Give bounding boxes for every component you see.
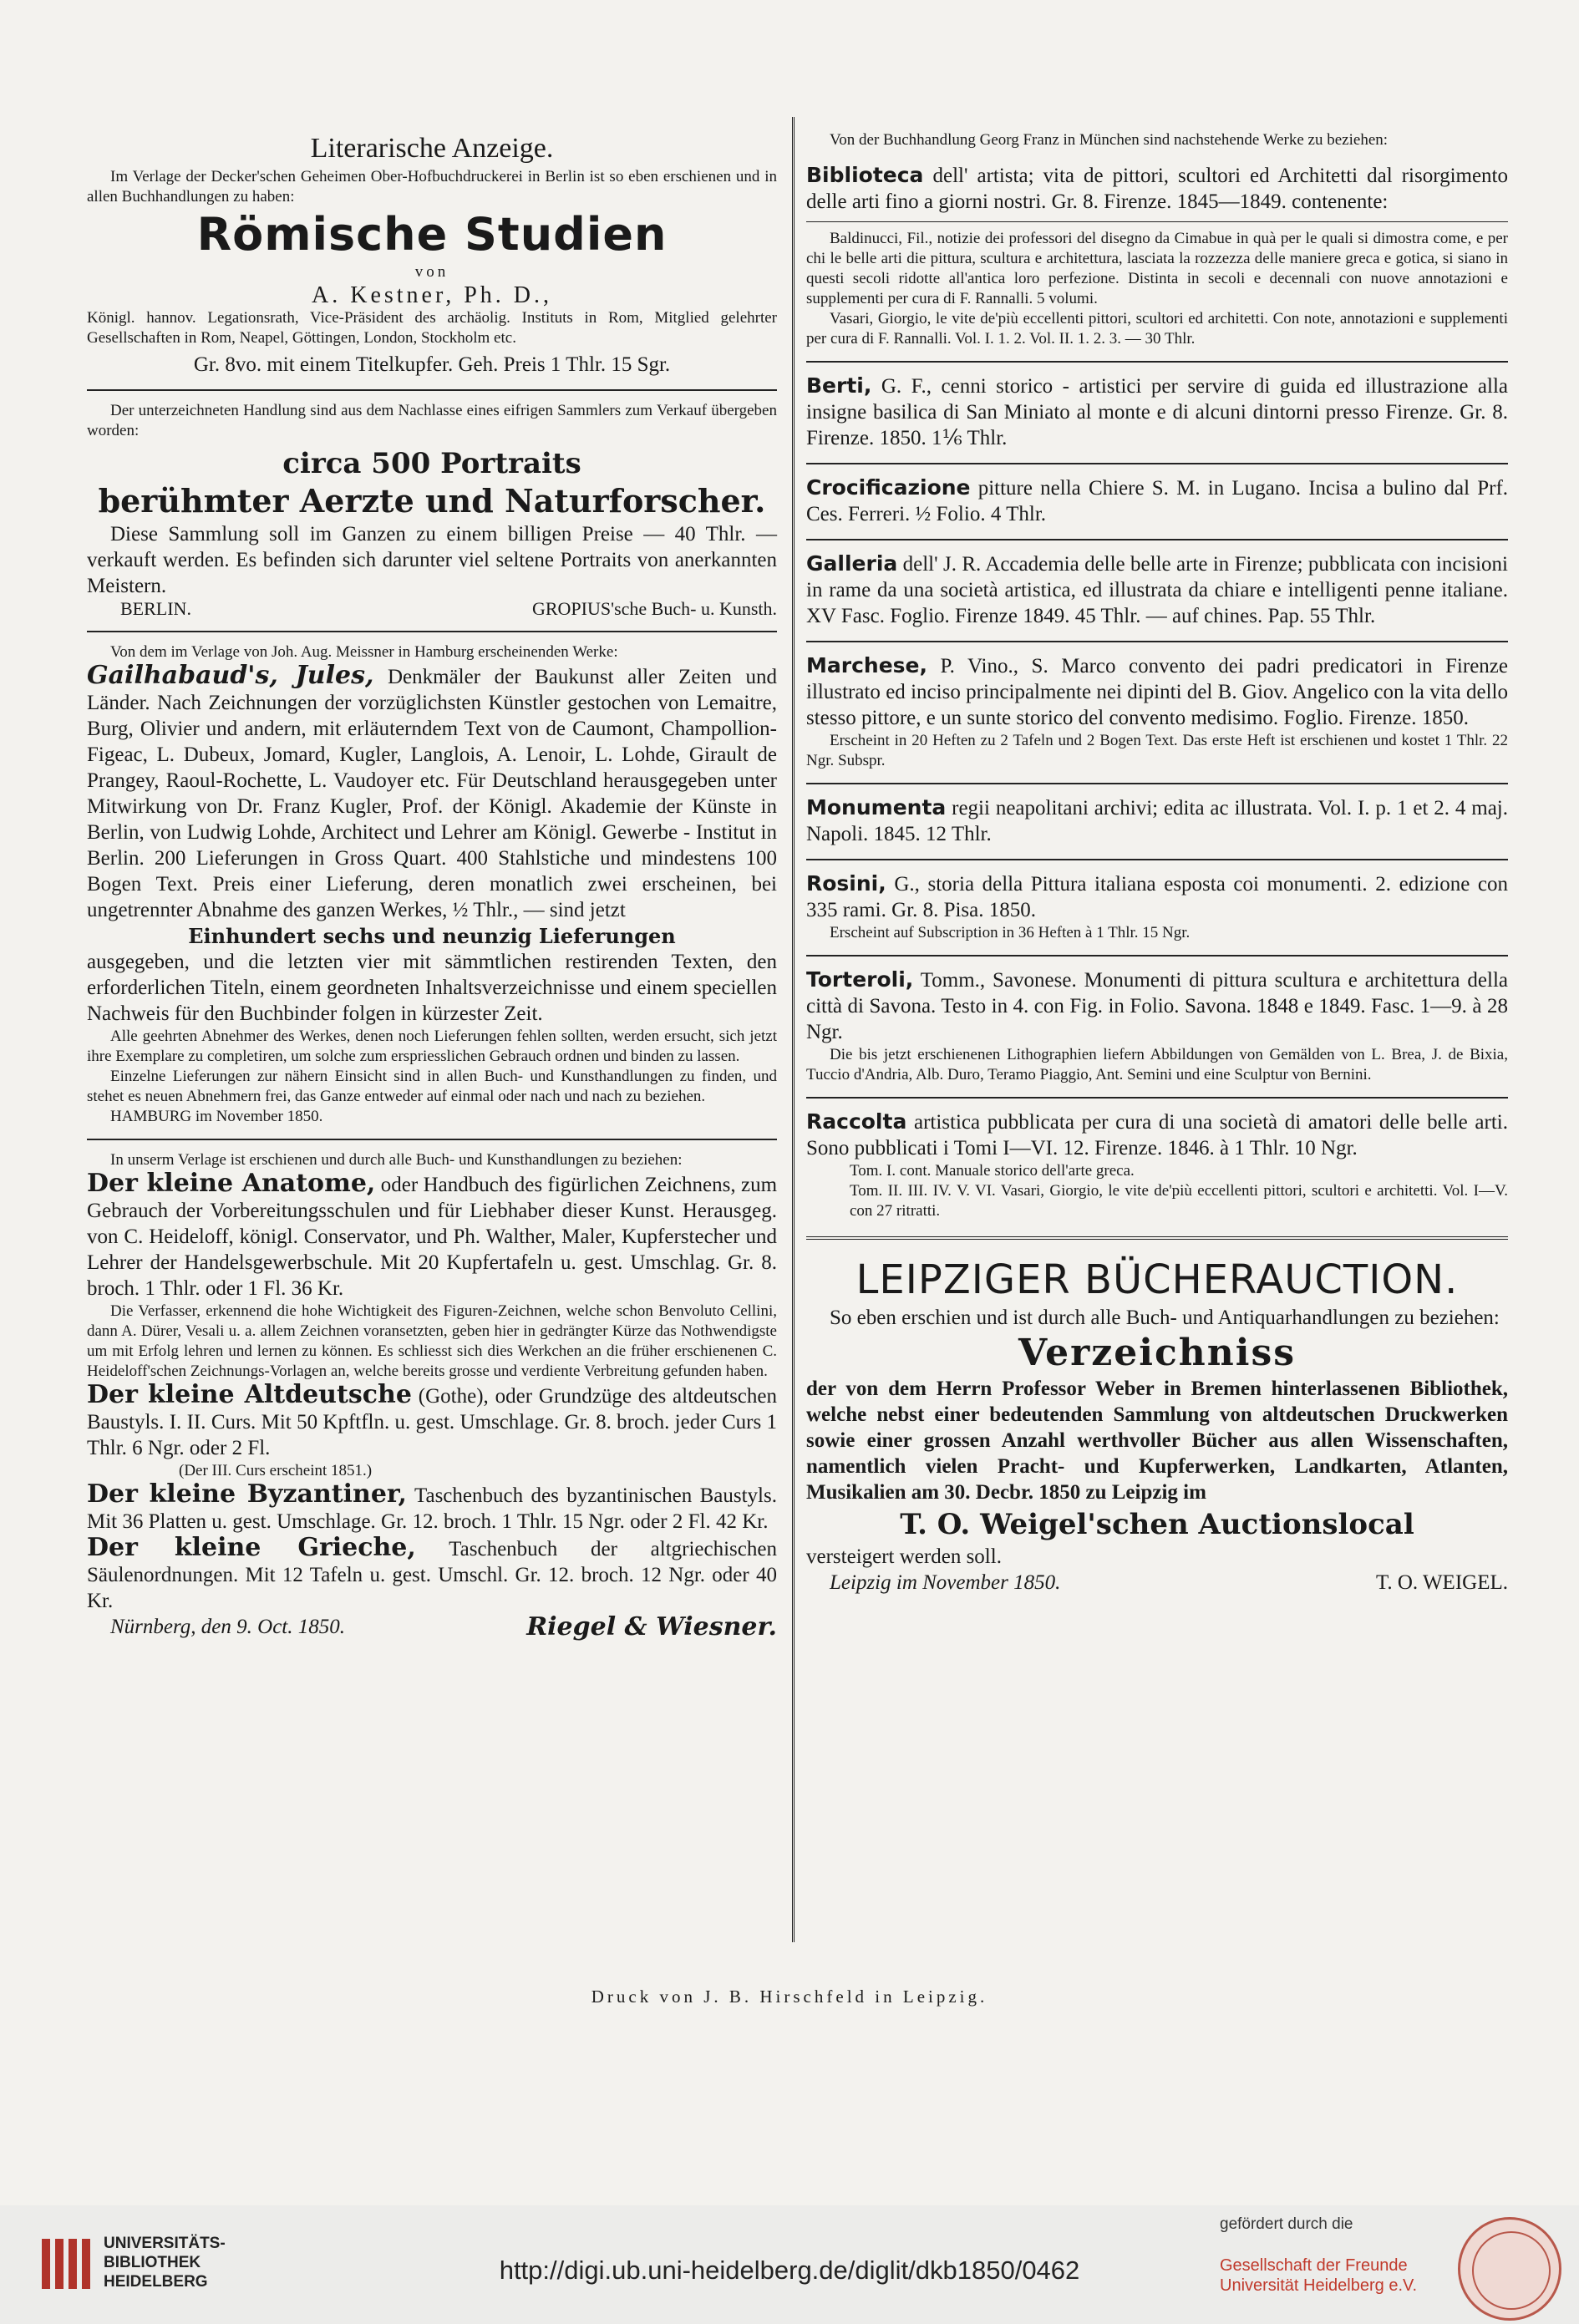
catalogue-title: Verzeichniss bbox=[1018, 1332, 1296, 1374]
entry-raccolta bbox=[806, 1109, 1508, 1221]
entry-body: regii neapolitani archivi; edita ac illustrata. Vol. I. p. 1 et 2. 4 maj. Napoli. 1845. 12 Thlr. bbox=[806, 797, 1508, 845]
place: BERLIN. bbox=[120, 598, 191, 619]
firm: GROPIUS'sche Buch- u. Kunsth. bbox=[531, 598, 777, 619]
auction-local: T. O. Weigel'schen Auctionslocal bbox=[900, 1508, 1414, 1541]
entry-head: Galleria bbox=[806, 551, 898, 576]
column-divider bbox=[792, 117, 795, 1942]
divider bbox=[806, 361, 1508, 363]
entry-note: Erscheint in 20 Heften zu 2 Tafeln und 2 Bogen Text. Das erste Heft ist erschienen und kostet 1 Thlr. 22 Ngr. Subspr. bbox=[806, 732, 1508, 769]
book-description: Taschenbuch der altgriechischen Säulenordnungen. Mit 12 Tafeln u. gest. Umschl. Gr. 12. broch. 12 Ngr. oder 40 Kr. bbox=[87, 1538, 777, 1612]
ad-intro: In unserm Verlage ist erschienen und durch alle Buch- und Kunsthandlungen zu beziehen: bbox=[110, 1151, 683, 1169]
book-title: Der kleine Byzantiner, bbox=[87, 1479, 407, 1509]
entry-rosini bbox=[806, 870, 1508, 943]
entry-head: Crocificazione bbox=[806, 475, 971, 500]
auction-heading: LEIPZIGER BÜCHERAUCTION. bbox=[856, 1256, 1459, 1303]
author-description: Königl. hannov. Legationsrath, Vice-Präsident des archäolig. Instituts in Rom, Mitglied gelehrter Gesellschaften in Rom, Neapel, Göttingen, London, Stockholm etc. bbox=[87, 309, 777, 347]
entry-head: Torteroli, bbox=[806, 967, 914, 992]
book-entry bbox=[87, 1481, 777, 1535]
divider bbox=[806, 1097, 1508, 1099]
entry-note: Die bis jetzt erschienenen Lithographien liefern Abbildungen von Gemälden von L. Brea, J. de Bixia, Tuccio d'Andria, Alb. Duro, Teramo Piaggio, Ant. Semini und eine Sculptur von Bernini. bbox=[806, 1046, 1508, 1083]
book-description: oder Handbuch des figürlichen Zeichnens, zum Gebrauch der Vorbereitungsschulen und für Liebhaber dieser Kunst. Herausgeg. von C. Heideloff, königl. Conservator, und Ph. Walther, Maler, Kupferstecher und Lehrer der Handelsgewerbschule. Mit 20 Kupfertafeln u. gest. Umschlag. Gr. 8. broch. 1 Thlr. oder 1 Fl. 36 Kr. bbox=[87, 1174, 778, 1300]
ad-heading: Literarische Anzeige. bbox=[310, 133, 554, 164]
divider bbox=[806, 539, 1508, 540]
entry-galleria bbox=[806, 551, 1508, 629]
book-entry bbox=[87, 1170, 777, 1302]
catalog-entry bbox=[806, 162, 1508, 215]
entry-marchese bbox=[806, 652, 1508, 771]
entry-torteroli bbox=[806, 967, 1508, 1085]
entry-head: Marchese, bbox=[806, 653, 927, 677]
portraits-subject: berühmter Aerzte und Naturforscher. bbox=[98, 482, 766, 520]
divider bbox=[87, 631, 777, 632]
place: Leipzig im November 1850. bbox=[830, 1571, 1061, 1594]
divider bbox=[87, 1139, 777, 1140]
divider bbox=[87, 389, 777, 391]
catalog-entry bbox=[806, 652, 1508, 731]
entry-note: Vasari, Giorgio, le vite de'più eccellenti pittori, scultori ed architetti. Con note, annotazioni e supplementi per cura di F. Rannalli. Vol. I. 1. 2. Vol. II. 1. 2. 3. — 30 Thlr. bbox=[806, 310, 1508, 348]
divider bbox=[806, 859, 1508, 860]
book-title: Der kleine Grieche, bbox=[87, 1533, 416, 1562]
ad-intro: Von der Buchhandlung Georg Franz in München sind nachstehende Werke zu beziehen: bbox=[830, 131, 1389, 149]
entry-head: Monumenta bbox=[806, 795, 947, 819]
ad-riegel-wiesner bbox=[87, 1150, 777, 1640]
sponsor-label: gefördert durch die bbox=[1220, 2215, 1353, 2233]
ad-roemische-studien bbox=[87, 130, 777, 378]
book-description: (Gothe), oder Grundzüge des altdeutschen Baustyls. I. II. Curs. Mit 50 Kpftfln. u. gest. Umschlage. Gr. 8. broch. jeder Curs 1 Thlr. 6 Ngr. oder 2 Fl. bbox=[87, 1385, 777, 1459]
right-column bbox=[806, 117, 1508, 1596]
book-entry bbox=[87, 1382, 777, 1461]
auction-body: der von dem Herrn Professor Weber in Bremen hinterlassenen Bibliothek, welche nebst einer bedeutenden Sammlung von altdeutschen Druckwerken sowie einer grossen Anzahl werthvoller Bücher aus allen Wissenschaften, namentlich vielen Pracht- und Kupferwerken, Landkarten, Atlanten, Musikalien am 30. Decbr. 1850 zu Leipzig im bbox=[806, 1378, 1508, 1504]
portraits-line: circa 500 Portraits bbox=[282, 447, 581, 480]
digitization-banner bbox=[0, 2205, 1579, 2324]
entry-body: pitture nella Chiere S. M. in Lugano. Incisa a bulino dal Prf. Ces. Ferreri. ½ Folio. 4 Thlr. bbox=[806, 477, 1509, 525]
catalog-entry bbox=[806, 1109, 1508, 1161]
catalog-entry bbox=[806, 373, 1508, 451]
library-name: UNIVERSITÄTS- BIBLIOTHEK HEIDELBERG bbox=[104, 2235, 226, 2291]
permalink-url[interactable]: http://digi.ub.uni-heidelberg.de/diglit/dkb1850/0462 bbox=[499, 2255, 1080, 2285]
book-title: Der kleine Altdeutsche bbox=[87, 1380, 412, 1409]
book-description: Taschenbuch des byzantinischen Baustyls. Mit 36 Platten u. gest. Umschlage. Gr. 12. broch. 1 Thlr. 15 Ngr. oder 2 Fl. 42 Kr. bbox=[87, 1484, 777, 1533]
firm: Riegel & Wiesner. bbox=[526, 1612, 777, 1642]
short-divider bbox=[806, 221, 1508, 222]
book-price: Gr. 8vo. mit einem Titelkupfer. Geh. Preis 1 Thlr. 15 Sgr. bbox=[193, 353, 671, 376]
entry-body: G. F., cenni storico - artistici per servire di guida ed illustrazione alla insigne basilica di San Miniato al monte e di alcuni dintorni presso Firenze. Gr. 8. Firenze. 1850. 1⅙ Thlr. bbox=[806, 375, 1508, 449]
work-author: Gailhabaud's, Jules, bbox=[87, 661, 374, 690]
entry-body: artistica pubblicata per cura di una società di amatori delle belle arti. Sono pubblicati i Tomi I—VI. 12. Firenze. 1846. à 1 Thlr. 10 Ngr. bbox=[806, 1111, 1508, 1159]
catalog-entry bbox=[806, 967, 1508, 1045]
entry-crocificazione bbox=[806, 474, 1508, 527]
ad-gailhabaud bbox=[87, 642, 777, 1127]
entry-body: dell' J. R. Accademia delle belle arte in Firenze; pubblicata con incisioni in rame da una società artistica, ed illustrata da chiare e intelligenti penne italiane. XV Fasc. Foglio. Firenze 1849. 45 Thlr. — auf chines. Pap. 55 Thlr. bbox=[806, 553, 1508, 627]
ad-body bbox=[87, 662, 777, 923]
note: Alle geehrten Abnehmer des Werkes, denen noch Lieferungen fehlen sollten, werden ersucht, sich jetzt ihre Exemplare zu completiren, um solche zum erspriesslichen Gebrauch ordnen und binden zu lassen. bbox=[87, 1028, 777, 1065]
note: Einzelne Lieferungen zur nähern Einsicht sind in allen Buch- und Kunsthandlungen zu finden, und stehet es neuen Abnehmern frei, das Ganze entweder auf einmal oder nach und nach zu beziehen. bbox=[87, 1068, 777, 1105]
book-author: A. Kestner, Ph. D., bbox=[312, 282, 552, 308]
entry-note: Tom. I. cont. Manuale storico dell'arte greca. bbox=[850, 1162, 1135, 1180]
ad-signature bbox=[87, 599, 777, 619]
divider bbox=[806, 783, 1508, 784]
entry-body: Tomm., Savonese. Monumenti di pittura scultura e architettura della città di Savona. Testo in 4. con Fig. in Folio. Savona. 1848 e 1849. Fasc. 1—9. à 28 Ngr. bbox=[806, 969, 1508, 1043]
left-column bbox=[87, 117, 777, 1640]
von-label: von bbox=[414, 263, 449, 281]
ad-intro: Im Verlage der Decker'schen Geheimen Ober-Hofbuchdruckerei in Berlin ist so eben erschienen und in allen Buchhandlungen zu haben: bbox=[87, 168, 777, 206]
divider bbox=[806, 955, 1508, 956]
catalog-entry bbox=[806, 794, 1508, 847]
double-divider bbox=[806, 1236, 1508, 1240]
work-description: Denkmäler der Baukunst aller Zeiten und Länder. Nach Zeichnungen der vorzüglichsten Künstler gestochen von Lemaitre, Burg, Olivier und andern, mit erläuterndem Text von de Caumont, Champollion-Figeac, L. Dubeux, Jomard, Kugler, Langlois, A. Lenoir, L. Lohde, Girault de Prangey, Raoul-Rochette, L. Vaudoyer etc. Für Deutschland herausgegeben unter Mitwirkung von Dr. Franz Kugler, Prof. der Königl. Akademie der Künste in Berlin, von Ludwig Lohde, Architect und Lehrer am Königl. Gewerbe - Institut in Berlin. 200 Lieferungen in Gross Quart. 400 Stahlstiche und mindestens 100 Bogen Text. Preis einer Lieferung, deren monatlich zwei erscheinen, bei ungetrennter Abnahme des ganzen Werkes, ½ Thlr., — sind jetzt bbox=[87, 666, 777, 921]
ad-leipziger-buecherauction bbox=[806, 1255, 1508, 1596]
divider bbox=[806, 641, 1508, 642]
firm: T. O. WEIGEL. bbox=[1375, 1571, 1508, 1594]
ad-body-continued: ausgegeben, und die letzten vier mit sämmtlichen restirenden Texten, den erforderlichen Titeln, einem geordneten Inhaltsverzeichnisse und einem speciellen Nachweis für den Buchbinder folgen in kürzester Zeit. bbox=[87, 951, 777, 1025]
ad-signature bbox=[806, 1570, 1508, 1596]
sponsor-name: Gesellschaft der Freunde Universität Heidelberg e.V. bbox=[1220, 2256, 1418, 2295]
entry-monumenta bbox=[806, 794, 1508, 847]
bold-notice: Einhundert sechs und neunzig Lieferungen bbox=[188, 924, 676, 948]
auction-end: versteigert werden soll. bbox=[806, 1545, 1002, 1568]
catalog-entry bbox=[806, 870, 1508, 923]
ad-intro: Der unterzeichneten Handlung sind aus dem Nachlasse eines eifrigen Sammlers zum Verkauf übergeben worden: bbox=[87, 402, 777, 439]
entry-note: Erscheint auf Subscription in 36 Heften à 1 Thlr. 15 Ngr. bbox=[830, 924, 1191, 941]
entry-head: Berti, bbox=[806, 373, 872, 398]
auction-intro: So eben erschien und ist durch alle Buch- und Antiquarhandlungen zu beziehen: bbox=[830, 1307, 1500, 1329]
entry-body: P. Vino., S. Marco convento dei padri predicatori in Firenze illustrato ed inciso principalmente nei dipinti del B. Giov. Angelico con la vita dello stesso pittore, e un sunte storico del convento medisimo. Foglio. Firenze. 1850. bbox=[806, 655, 1508, 729]
entry-berti bbox=[806, 373, 1508, 451]
entry-head: Raccolta bbox=[806, 1109, 907, 1134]
catalog-entry bbox=[806, 551, 1508, 629]
entry-body: G., storia della Pittura italiana esposta coi monumenti. 2. edizione con 335 rami. Gr. 8. Pisa. 1850. bbox=[806, 873, 1508, 921]
entry-note: Tom. II. III. IV. V. VI. Vasari, Giorgio, le vite de'più eccellenti pittori, scultori e architetti. Vol. I—V. con 27 ritratti. bbox=[850, 1182, 1508, 1220]
ad-signature bbox=[87, 1614, 777, 1640]
book-entry bbox=[87, 1535, 777, 1614]
note: (Der III. Curs erscheint 1851.) bbox=[179, 1462, 373, 1479]
ad-portraits bbox=[87, 401, 777, 619]
entry-body: dell' artista; vita de pittori, scultori ed Architetti dal risorgimento delle arti fino a giorni nostri. Gr. 8. Firenze. 1845—1849. contenente: bbox=[806, 165, 1508, 213]
divider bbox=[806, 463, 1508, 464]
book-title: Römische Studien bbox=[196, 208, 668, 261]
ad-body: Diese Sammlung soll im Ganzen zu einem billigen Preise — 40 Thlr. — verkauft werden. Es befinden sich darunter viel seltene Portraits von anerkannten Meistern. bbox=[87, 523, 777, 597]
entry-head: Rosini, bbox=[806, 871, 886, 896]
place: Nürnberg, den 9. Oct. 1850. bbox=[110, 1616, 345, 1638]
entry-note: Baldinucci, Fil., notizie dei professori del disegno da Cimabue in quà per le quali si dimostra come, e per chi le belle arti die pittura, scultura e architettura, lasciata la rozzezza delle maniere greca e gotica, si siano in questi secoli ridotte all'antica loro perfezione. Distinta in secoli e decennali con nuove annotazioni e supplementi per cura di F. Rannalli. 5 volumi. bbox=[806, 230, 1508, 307]
printer-imprint: Druck von J. B. Hirschfeld in Leipzig. bbox=[591, 1987, 988, 2007]
book-title: Der kleine Anatome, bbox=[87, 1169, 376, 1198]
place: HAMBURG im November 1850. bbox=[110, 1108, 323, 1125]
catalog-entry bbox=[806, 474, 1508, 527]
ad-intro: Von dem im Verlage von Joh. Aug. Meissner in Hamburg erscheinenden Werke: bbox=[110, 643, 618, 661]
entry-head: Biblioteca bbox=[806, 163, 924, 187]
entry-biblioteca bbox=[806, 162, 1508, 349]
note: Die Verfasser, erkennend die hohe Wichtigkeit des Figuren-Zeichnen, welche schon Benvoluto Cellini, dann A. Dürer, Vesali u. a. allem Zeichnen voransetzten, geben hier in gedrängter Kürze das Nothwendigste um mit Erfolg lehren und lernen zu können. Es schliesst sich dies Werkchen an die früher erschienenen C. Heideloff'schen Zeichnungs-Vorlagen an, welche bereits grosse und verdiente Verbreitung gefunden haben. bbox=[87, 1302, 777, 1380]
university-seal-icon bbox=[1458, 2217, 1561, 2321]
